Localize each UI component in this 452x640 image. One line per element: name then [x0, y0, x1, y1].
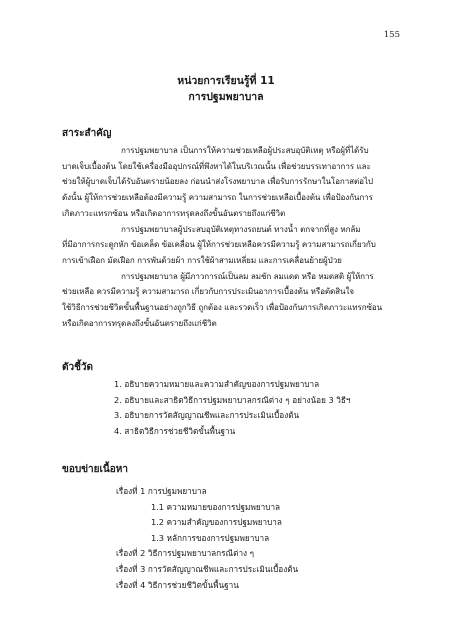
- scope-topic: เรื่องที่ 1 การปฐมพยาบาล: [116, 486, 207, 496]
- essence-line: ช่วยเหลือ ควรมีความรู้ ความสามารถ เกี่ยวกับการประเมินอาการเบื้องต้น หรือตัดสินใจ: [62, 286, 354, 297]
- essence-line: การปฐมพยาบาล ผู้มีภาวการณ์เป็นลม ลมชัก ลมแดด หรือ หมดสติ ผู้ให้การ: [121, 270, 374, 281]
- essence-line: ใช้วิธีการช่วยชีวิตขั้นพื้นฐานอย่างถูกวิธี ถูกต้อง และรวดเร็ว เพื่อป้องกันการเกิดภาวะแทรกซ้อน: [62, 302, 383, 313]
- scope-heading: ขอบข่ายเนื้อหา: [62, 464, 128, 475]
- page-number: 155: [383, 30, 400, 40]
- scope-topic: เรื่องที่ 4 วิธีการช่วยชีวิตขั้นพื้นฐาน: [116, 579, 239, 590]
- essence-line: หรือเกิดอาการทรุดลงถึงขั้นอันตรายถึงแก่ชีวิต: [62, 317, 217, 328]
- scope-subtopic: 1.3 หลักการของการปฐมพยาบาล: [151, 532, 270, 543]
- unit-subtitle: การปฐมพยาบาล: [188, 91, 264, 103]
- essence-line: เกิดภาวะแทรกซ้อน หรือเกิดอาการทรุดลงถึงขั้นอันตรายถึงแก่ชีวิต: [62, 207, 286, 218]
- scope-topic: เรื่องที่ 3 การวัดสัญญาณชีพและการประเมินเบื้องต้น: [116, 563, 299, 574]
- scope-subtopic: 1.2 ความสำคัญของการปฐมพยาบาล: [151, 517, 282, 528]
- indicator-item: 2. อธิบายและสาธิตวิธีการปฐมพยาบาลกรณีต่าง ๆ อย่างน้อย 3 วิธีฯ: [114, 394, 351, 405]
- scope-subtopic: 1.1 ความหมายของการปฐมพยาบาล: [151, 501, 281, 512]
- unit-title: หน่วยการเรียนรู้ที่ 11: [177, 75, 275, 87]
- indicator-item: 1. อธิบายความหมายและความสำคัญของการปฐมพยาบาล: [114, 379, 320, 389]
- indicators-heading: ตัวชี้วัด: [62, 362, 94, 373]
- essence-line: ดังนั้น ผู้ให้การช่วยเหลือต้องมีความรู้ ความสามารถ ในการช่วยเหลือเบื้องต้น เพื่อป้องกันการ: [62, 192, 373, 203]
- essence-line: บาดเจ็บเบื้องต้น โดยใช้เครื่องมืออุปกรณ์ที่พึงหาได้ในบริเวณนั้น เพื่อช่วยบรรเทาอาการ และ: [62, 160, 371, 171]
- scope-list: [116, 484, 298, 593]
- essence-line: การปฐมพยาบาลผู้ประสบอุบัติเหตุทางรถยนต์ ทางน้ำ ตกจากที่สูง หกล้ม: [121, 223, 361, 234]
- essence-heading: สาระสำคัญ: [62, 128, 112, 139]
- indicators-list: [114, 377, 350, 440]
- essence-line: ช่วยให้ผู้บาดเจ็บได้รับอันตรายน้อยลง ก่อนนำส่งโรงพยาบาล เพื่อรับการรักษาในโอกาสต่อไป: [62, 176, 373, 187]
- essence-line: การปฐมพยาบาล เป็นการให้ความช่วยเหลือผู้ประสบอุบัติเหตุ หรือผู้ที่ได้รับ: [121, 145, 369, 155]
- essence-line: การเข้าเฝือก มัดเฝือก การพันด้วยผ้า การใช้ผ้าสามเหลี่ยม และการเคลื่อนย้ายผู้ป่วย: [62, 254, 342, 265]
- scope-topic: เรื่องที่ 2 วิธีการปฐมพยาบาลกรณีต่าง ๆ: [116, 548, 255, 559]
- indicator-item: 3. อธิบายการวัดสัญญาณชีพและการประเมินเบื้องต้น: [114, 410, 300, 421]
- essence-line: ที่มีอาการกระดูกหัก ข้อเคล็ด ข้อเคลื่อน ผู้ให้การช่วยเหลือควรมีความรู้ ความสามารถเกี่ยวกับ: [62, 239, 376, 250]
- indicator-item: 4. สาธิตวิธีการช่วยชีวิตขั้นพื้นฐาน: [114, 426, 236, 437]
- essence-body: [62, 143, 397, 331]
